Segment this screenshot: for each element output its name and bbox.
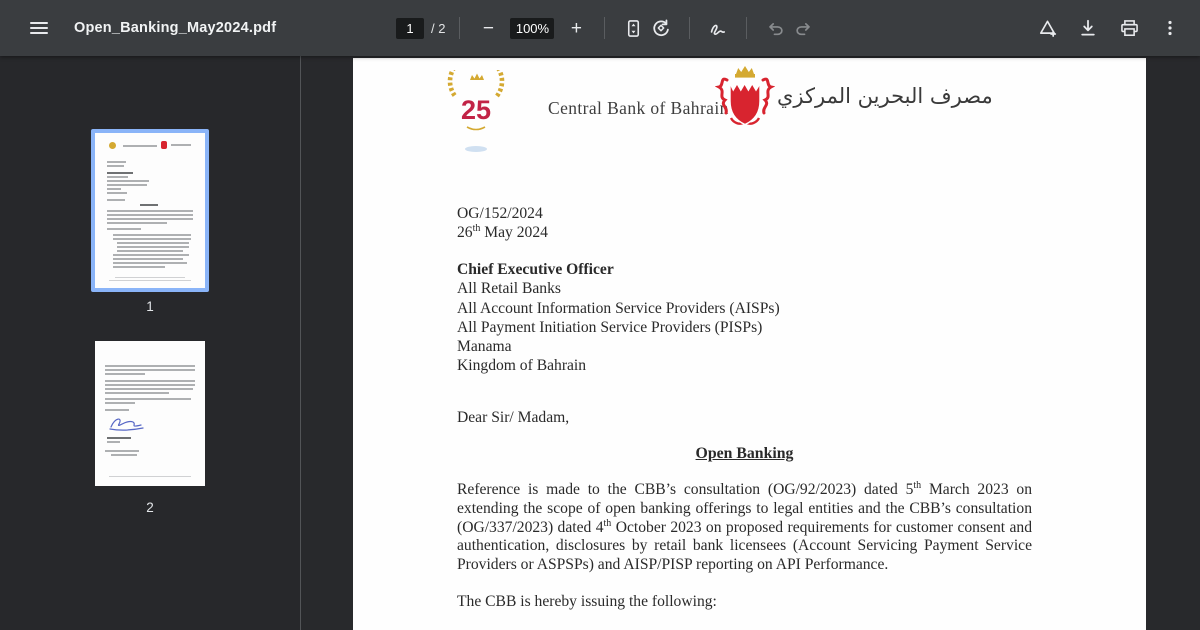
subject-heading: Open Banking xyxy=(695,445,794,462)
toolbar-divider xyxy=(459,17,460,39)
save-to-drive-icon xyxy=(1037,18,1058,39)
thumbnail-page-1[interactable] xyxy=(91,129,209,292)
thumb-text-line xyxy=(117,246,189,248)
thumb-text-line xyxy=(107,176,128,178)
bank-name-english: Central Bank of Bahrain xyxy=(548,98,729,118)
thumb-text-line xyxy=(105,388,193,390)
redo-icon xyxy=(794,19,813,38)
fit-page-button[interactable] xyxy=(619,14,647,42)
recipient-line: All Payment Initiation Service Providers (PISPs) xyxy=(457,318,763,336)
thumb-footer-line xyxy=(109,476,191,477)
pdf-page-1 xyxy=(353,58,1146,630)
thumb-text-line xyxy=(107,172,133,174)
anniversary-25-logo xyxy=(441,70,511,154)
thumb-text-line xyxy=(105,402,135,404)
thumb-signature xyxy=(107,415,147,433)
thumb-text-line xyxy=(105,398,191,400)
thumb-text-line xyxy=(113,258,183,260)
thumb-heading-line xyxy=(140,204,158,206)
page-number-input[interactable] xyxy=(396,18,424,39)
thumb-text-line xyxy=(105,365,195,367)
toolbar-divider xyxy=(604,17,605,39)
more-options-button[interactable] xyxy=(1156,14,1184,42)
bahrain-crest xyxy=(715,64,775,132)
thumb-text-line xyxy=(107,192,127,194)
download-button[interactable] xyxy=(1074,14,1102,42)
thumbnail-page-2[interactable] xyxy=(95,341,205,486)
thumb-text-line xyxy=(107,222,167,224)
menu-icon xyxy=(30,22,48,24)
thumb-text-line xyxy=(107,437,131,439)
thumbnail-sidebar xyxy=(0,56,301,630)
svg-text:25: 25 xyxy=(460,95,492,125)
redo-button[interactable] xyxy=(789,14,817,42)
annotate-button[interactable] xyxy=(704,14,732,42)
menu-button[interactable] xyxy=(26,15,52,41)
zoom-level[interactable]: 100% xyxy=(510,18,554,39)
toolbar-divider xyxy=(689,17,690,39)
thumb-text-line xyxy=(105,384,195,386)
thumb-text-line xyxy=(105,380,195,382)
thumb-logo-gold xyxy=(109,142,116,149)
thumb-text-line xyxy=(105,409,129,411)
toolbar-divider xyxy=(746,17,747,39)
recipient-line: Kingdom of Bahrain xyxy=(457,357,587,375)
annotate-pen-icon xyxy=(708,18,728,38)
download-icon xyxy=(1078,18,1098,38)
thumb-text-line xyxy=(107,184,147,186)
thumb-text-line xyxy=(107,210,193,212)
letter-date: 26th May 2024 xyxy=(457,222,548,241)
undo-button[interactable] xyxy=(761,14,789,42)
plus-icon: + xyxy=(570,17,583,39)
thumb-text-line xyxy=(107,199,125,201)
thumb-text-line xyxy=(107,218,193,220)
thumb-text-line xyxy=(113,234,191,236)
thumb-text-line xyxy=(105,369,195,371)
recipient-block xyxy=(457,260,780,376)
thumb-text-line xyxy=(113,238,191,240)
reference-number: OG/152/2024 xyxy=(457,205,543,222)
print-icon xyxy=(1119,18,1140,39)
thumb-text-line xyxy=(107,188,121,190)
body-paragraph: Reference is made to the CBB’s consultation (OG/92/2023) dated 5th March 2023 on extending the scope of open banking offerings to legal entities and the CBB’s consultation (OG/337/2023) dated 4th October 2023 on proposed requirements for customer consent and authentication, disclosures by retail bank licensees (Account Servicing Payment Service Providers or ASPSPs) and AISP/PISP reporting on API Performance. xyxy=(457,479,1033,574)
recipient-line: All Account Information Service Providers (AISPs) xyxy=(457,299,780,317)
thumb-text-line xyxy=(105,392,169,394)
more-options-icon xyxy=(1161,19,1179,37)
thumb-footer-line xyxy=(109,280,191,281)
zoom-in-button[interactable] xyxy=(562,14,590,42)
thumb-text-line xyxy=(171,144,191,146)
thumb-text-line xyxy=(107,180,149,182)
closing-line: The CBB is hereby issuing the following: xyxy=(457,593,717,610)
save-to-drive-button[interactable] xyxy=(1033,14,1061,42)
zoom-out-button[interactable] xyxy=(474,14,502,42)
undo-icon xyxy=(766,19,785,38)
thumb-text-line xyxy=(107,228,141,230)
thumb-text-line xyxy=(123,145,157,147)
thumb-text-line xyxy=(107,214,193,216)
thumb-text-line xyxy=(107,161,126,163)
thumbnail-label-1: 1 xyxy=(146,299,154,314)
thumb-text-line xyxy=(107,165,124,167)
recipient-line: All Retail Banks xyxy=(457,280,561,298)
print-button[interactable] xyxy=(1115,14,1143,42)
thumb-text-line xyxy=(113,254,189,256)
thumb-footer-line xyxy=(115,277,185,278)
bank-name-arabic: مصرف البحرين المركزي xyxy=(777,84,993,108)
thumb-text-line xyxy=(117,250,183,252)
thumb-logo-crest xyxy=(161,141,167,149)
rotate-ccw-button[interactable] xyxy=(647,14,675,42)
thumb-text-line xyxy=(107,441,120,443)
recipient-line: Manama xyxy=(457,338,512,356)
thumb-text-line xyxy=(105,450,139,452)
thumb-text-line xyxy=(113,266,165,268)
thumbnail-label-2: 2 xyxy=(146,500,154,515)
document-viewer[interactable] xyxy=(302,56,1200,630)
minus-icon: − xyxy=(482,17,495,39)
pdf-toolbar xyxy=(0,0,1200,56)
salutation: Dear Sir/ Madam, xyxy=(457,409,570,426)
document-title: Open_Banking_May2024.pdf xyxy=(74,20,277,36)
fit-page-icon xyxy=(624,19,643,38)
recipient-line: Chief Executive Officer xyxy=(457,261,614,278)
rotate-ccw-icon xyxy=(651,18,671,38)
thumb-text-line xyxy=(105,373,145,375)
thumb-text-line xyxy=(117,242,189,244)
thumb-text-line xyxy=(113,262,187,264)
page-count-label: / 2 xyxy=(431,20,446,36)
thumb-text-line xyxy=(111,454,137,456)
